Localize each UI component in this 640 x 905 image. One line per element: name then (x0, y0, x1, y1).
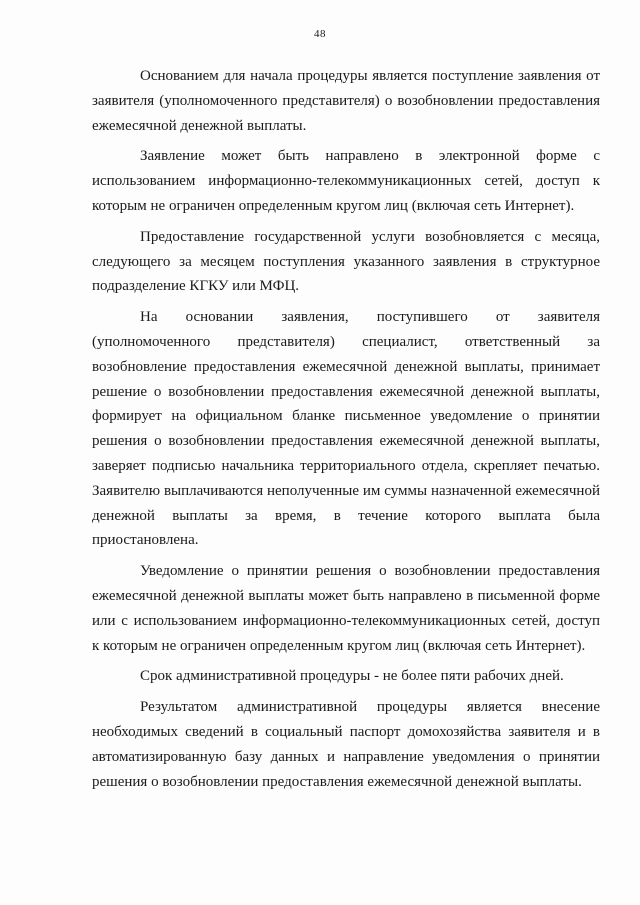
paragraph-notification: Уведомление о принятии решения о возобновлении предоставления ежемесячной денежной выплаты может быть направлено в письменной форме или с использованием информационно-телекоммуникационных сетей, доступ к которым не ограничен определенным кругом лиц (включая сеть Интернет). (92, 563, 600, 654)
paragraph-basis: Основанием для начала процедуры является поступление заявления от заявителя (уполномоченного представителя) о возобновлении предоставления ежемесячной денежной выплаты. (92, 68, 600, 134)
paragraph-electronic-submission: Заявление может быть направлено в электронной форме с использованием информационно-телекоммуникационных сетей, доступ к которым не ограничен определенным кругом лиц (включая сеть Интернет). (92, 148, 600, 214)
page-number: 48 (314, 28, 326, 40)
paragraph-decision: На основании заявления, поступившего от заявителя (уполномоченного представителя) специалист, ответственный за возобновление предоставления ежемесячной денежной выплаты, принимает решение о возобновлении предоставления ежемесячной денежной выплаты, формирует на официальном бланке письменное уведомление о принятии решения о возобновлении предоставления ежемесячной денежной выплаты, заверяет подписью начальника территориального отдела, скрепляет печатью. Заявителю выплачиваются неполученные им суммы назначенной ежемесячной денежной выплаты за время, в течение которого выплата была приостановлена. (92, 309, 600, 549)
paragraph-service-resumption: Предоставление государственной услуги возобновляется с месяца, следующего за месяцем поступления указанного заявления в структурное подразделение КГКУ или МФЦ. (92, 228, 600, 295)
paragraph-deadline: Срок административной процедуры - не более пяти рабочих дней. (140, 668, 564, 685)
document-body (92, 64, 600, 800)
paragraph-result: Результатом административной процедуры является внесение необходимых сведений в социальный паспорт домохозяйства заявителя и в автоматизированную базу данных и направление уведомления о принятии решения о возобновлении предоставления ежемесячной денежной выплаты. (92, 699, 600, 790)
